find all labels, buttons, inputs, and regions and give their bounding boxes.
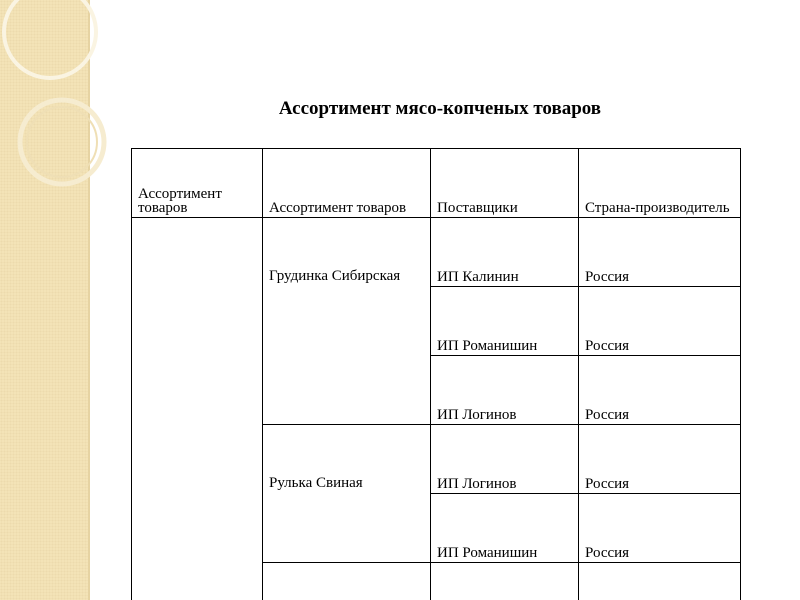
country-cell: Россия <box>579 218 741 287</box>
header-cell-country: Страна-производитель <box>579 149 741 218</box>
empty-cell <box>431 563 579 600</box>
product-cell: Грудинка Сибирская <box>263 218 431 425</box>
country-cell: Россия <box>579 287 741 356</box>
deco-ring-large <box>4 0 96 78</box>
empty-cell <box>579 563 741 600</box>
table-header-row <box>132 149 741 218</box>
header-cell-assortment-1: Ассортимент товаров <box>132 149 263 218</box>
slide-title: Ассортимент мясо-копченых товаров <box>278 98 602 119</box>
table-row <box>132 218 741 287</box>
country-cell: Россия <box>579 425 741 494</box>
country-cell: Россия <box>579 356 741 425</box>
header-cell-assortment-2: Ассортимент товаров <box>263 149 431 218</box>
assortment-table <box>131 148 741 600</box>
supplier-cell: ИП Калинин <box>431 218 579 287</box>
header-cell-suppliers: Поставщики <box>431 149 579 218</box>
empty-assortment-cell <box>132 218 263 600</box>
country-cell: Россия <box>579 494 741 563</box>
product-cell: Рулька Свиная <box>263 425 431 563</box>
supplier-cell: ИП Логинов <box>431 356 579 425</box>
empty-cell <box>263 563 431 600</box>
supplier-cell: ИП Логинов <box>431 425 579 494</box>
supplier-cell: ИП Романишин <box>431 287 579 356</box>
supplier-cell: ИП Романишин <box>431 494 579 563</box>
